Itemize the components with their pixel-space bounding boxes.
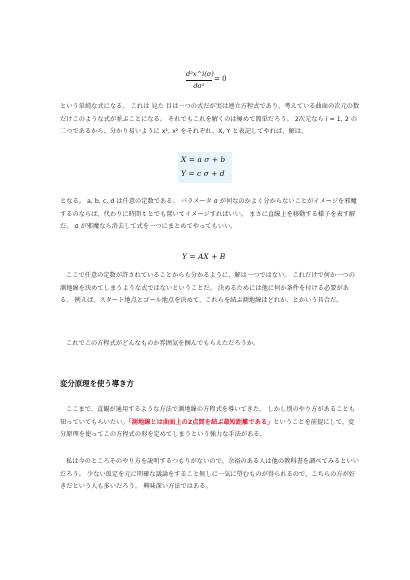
paragraph-5-before: ここまで、直観が通用するような方法で測地線の方程式を導いてきた。 しかし別のやり方があることも知っていてもらいたい。 xyxy=(60,406,355,426)
solution-x: X = a σ + b xyxy=(181,155,226,164)
solution-equation-box xyxy=(178,152,232,183)
highlighted-statement: 「測地線とは曲面上の2点間を結ぶ最短距離である」 xyxy=(128,418,274,426)
equation-denominator: dσ² xyxy=(193,82,205,90)
paragraph-5-after: ということを前提にして、変分原理を使ってこの方程式の形を定めてしまうという強力な手法がある。 xyxy=(60,418,355,439)
equation-rhs: = 0 xyxy=(214,75,227,83)
paragraph-6: 私は今のところそのやり方を説明するつもりがないので、余裕のある人は他の教科書を調べてみるといいだろう。 少ない仮定を元に明確な議論をすること無しに一気に望むものが得られるので、こちらの方が好きだという人も多いだろう。 興味深い方法ではある。 xyxy=(60,458,359,491)
paragraph-2: となる。 a, b, c, d は任意の定数である。 パラメータ σ が何なのかよく分からないことがイメージを邪魔するのならば、代わりに時間 t とでも置いてイメージすればいい。 まさに直線上を移動する様子を表す解だ。 σ が邪魔なら消去して式を一つにまとめてやってもいい。 xyxy=(60,198,357,231)
paragraph-5 xyxy=(60,404,360,442)
paragraph-4: これでこの方程式がどんなものか雰囲気を掴んでもらえただろうか。 xyxy=(66,340,260,347)
equation-numerator: d²x^i(σ) xyxy=(186,70,214,78)
solution-y: Y = c σ + d xyxy=(181,169,225,178)
fraction-bar xyxy=(186,80,212,81)
paragraph-1: という単純な式になる。 これは 見た 目は一つの式だが実は連立方程式であり、考えている曲面の次元の数だけこのような式が並ぶことになる。 それでもこれを解くのは極めて簡単だろう。 2次元なら i = 1, 2 の二つであるから、分かり易いように x¹, x² をそれぞれ、X, Y と表記してやれば、解は、 xyxy=(60,103,360,136)
line-equation: Y = AX + B xyxy=(182,252,226,261)
section-heading: 変分原理を使う導き方 xyxy=(60,379,134,388)
geodesic-equation xyxy=(186,70,236,92)
paragraph-3: ここで任意の定数が許されていることからも分かるように、解は一つではない。 これだけで何か一つの測地線を決めてしまうような式ではないということだ。 決めるためには他に何か条件を付ける必要がある。 例えば、スタート地点とゴール地点を決めて、これらを結ぶ測地線はどれか、とかいう具合だ。 xyxy=(60,272,355,305)
